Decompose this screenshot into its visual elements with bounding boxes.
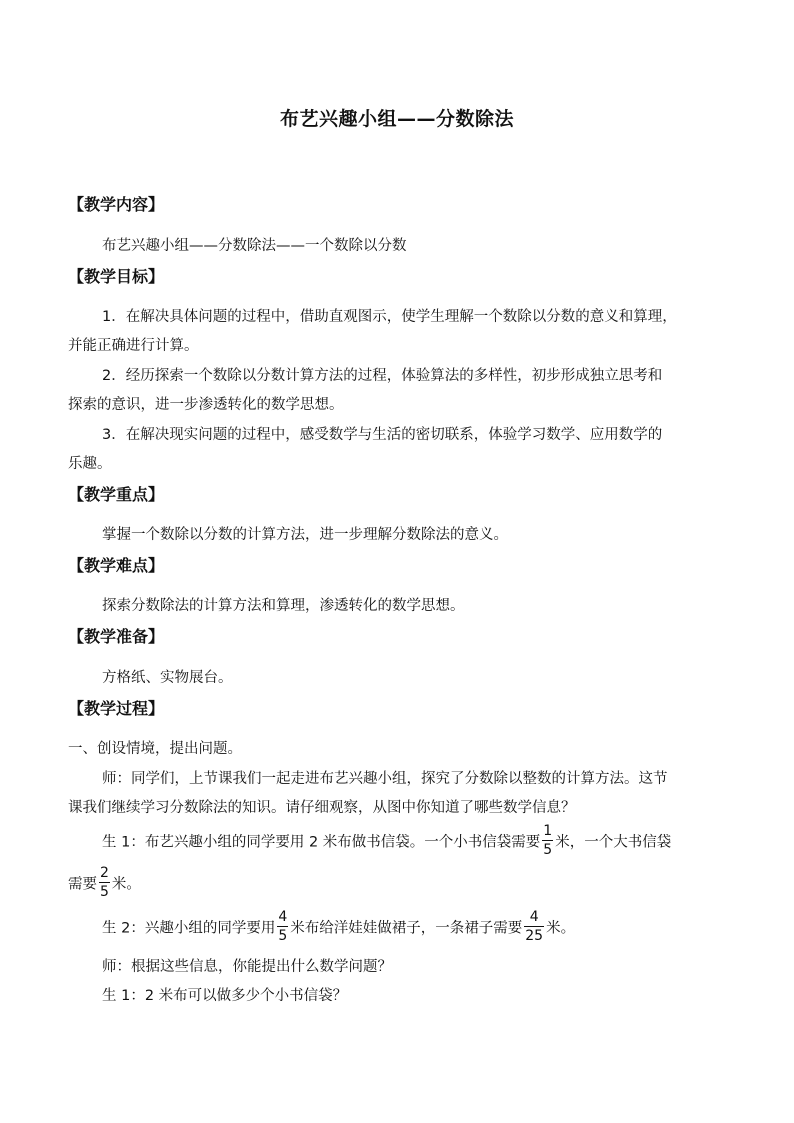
- teaching-content-text: 布艺兴趣小组——分数除法——一个数除以分数: [102, 238, 407, 254]
- heading-preparation: 【教学准备】: [68, 627, 165, 646]
- student-1-line-b: [68, 865, 141, 901]
- teacher-line-1a: 师：同学们，上节课我们一起走进布艺兴趣小组，探究了分数除以整数的计算方法。这节: [102, 771, 668, 787]
- heading-process: 【教学过程】: [68, 699, 165, 718]
- fraction-four-fifths: [277, 910, 288, 943]
- process-step-1: 一、创设情境，提出问题。: [68, 741, 242, 757]
- student-1-line-a: [102, 823, 672, 859]
- fraction-denominator: 25: [525, 928, 544, 944]
- fraction-four-twentyfifths: [524, 910, 544, 943]
- teacher-line-1b: 课我们继续学习分数除法的知识。请仔细观察，从图中你知道了哪些数学信息？: [68, 800, 576, 816]
- fraction-two-fifths: [99, 866, 110, 899]
- fraction-denominator: 5: [278, 928, 288, 944]
- fraction-denominator: 5: [543, 842, 553, 858]
- document-title: 布艺兴趣小组——分数除法: [279, 108, 514, 130]
- student-2-line: [102, 909, 576, 945]
- student-2-text-b: 米布给洋娃娃做裙子，一条裙子需要: [290, 920, 523, 937]
- difficulties-text: 探索分数除法的计算方法和算理，渗透转化的数学思想。: [102, 598, 465, 614]
- goal-3-line-2: 乐趣。: [68, 456, 112, 472]
- student-1-text-b: 米，一个大书信袋: [555, 834, 672, 851]
- heading-teaching-goals: 【教学目标】: [68, 267, 165, 286]
- student-1-text-a: 生 1：布艺兴趣小组的同学要用 2 米布做书信袋。一个小书信袋需要: [102, 834, 541, 851]
- student-2-text-a: 生 2：兴趣小组的同学要用: [102, 920, 276, 937]
- heading-difficulties: 【教学难点】: [68, 556, 165, 575]
- fraction-denominator: 5: [100, 884, 109, 900]
- student-1-question: 生 1：2 米布可以做多少个小书信袋？: [102, 988, 348, 1004]
- preparation-text: 方格纸、实物展台。: [102, 670, 233, 686]
- goal-1-line-1: 1．在解决具体问题的过程中，借助直观图示，使学生理解一个数除以分数的意义和算理，: [102, 309, 677, 325]
- fraction-numerator: 2: [100, 865, 109, 881]
- student-1-text-d: 米。: [111, 876, 141, 893]
- fraction-one-fifth: [542, 824, 553, 857]
- goal-3-line-1: 3．在解决现实问题的过程中，感受数学与生活的密切联系，体验学习数学、应用数学的: [102, 427, 663, 443]
- fraction-numerator: 4: [278, 909, 288, 925]
- student-1-text-c: 需要: [68, 876, 97, 893]
- student-2-text-c: 米。: [546, 920, 576, 937]
- fraction-numerator: 4: [529, 909, 539, 925]
- goal-1-line-2: 并能正确进行计算。: [68, 338, 199, 354]
- teacher-line-2: 师：根据这些信息，你能提出什么数学问题？: [102, 959, 392, 975]
- heading-teaching-content: 【教学内容】: [68, 195, 165, 214]
- heading-key-points: 【教学重点】: [68, 485, 165, 504]
- fraction-numerator: 1: [543, 823, 553, 839]
- key-points-text: 掌握一个数除以分数的计算方法，进一步理解分数除法的意义。: [102, 527, 508, 543]
- goal-2-line-1: 2．经历探索一个数除以分数计算方法的过程，体验算法的多样性，初步形成独立思考和: [102, 368, 663, 384]
- goal-2-line-2: 探索的意识，进一步渗透转化的数学思想。: [68, 397, 344, 413]
